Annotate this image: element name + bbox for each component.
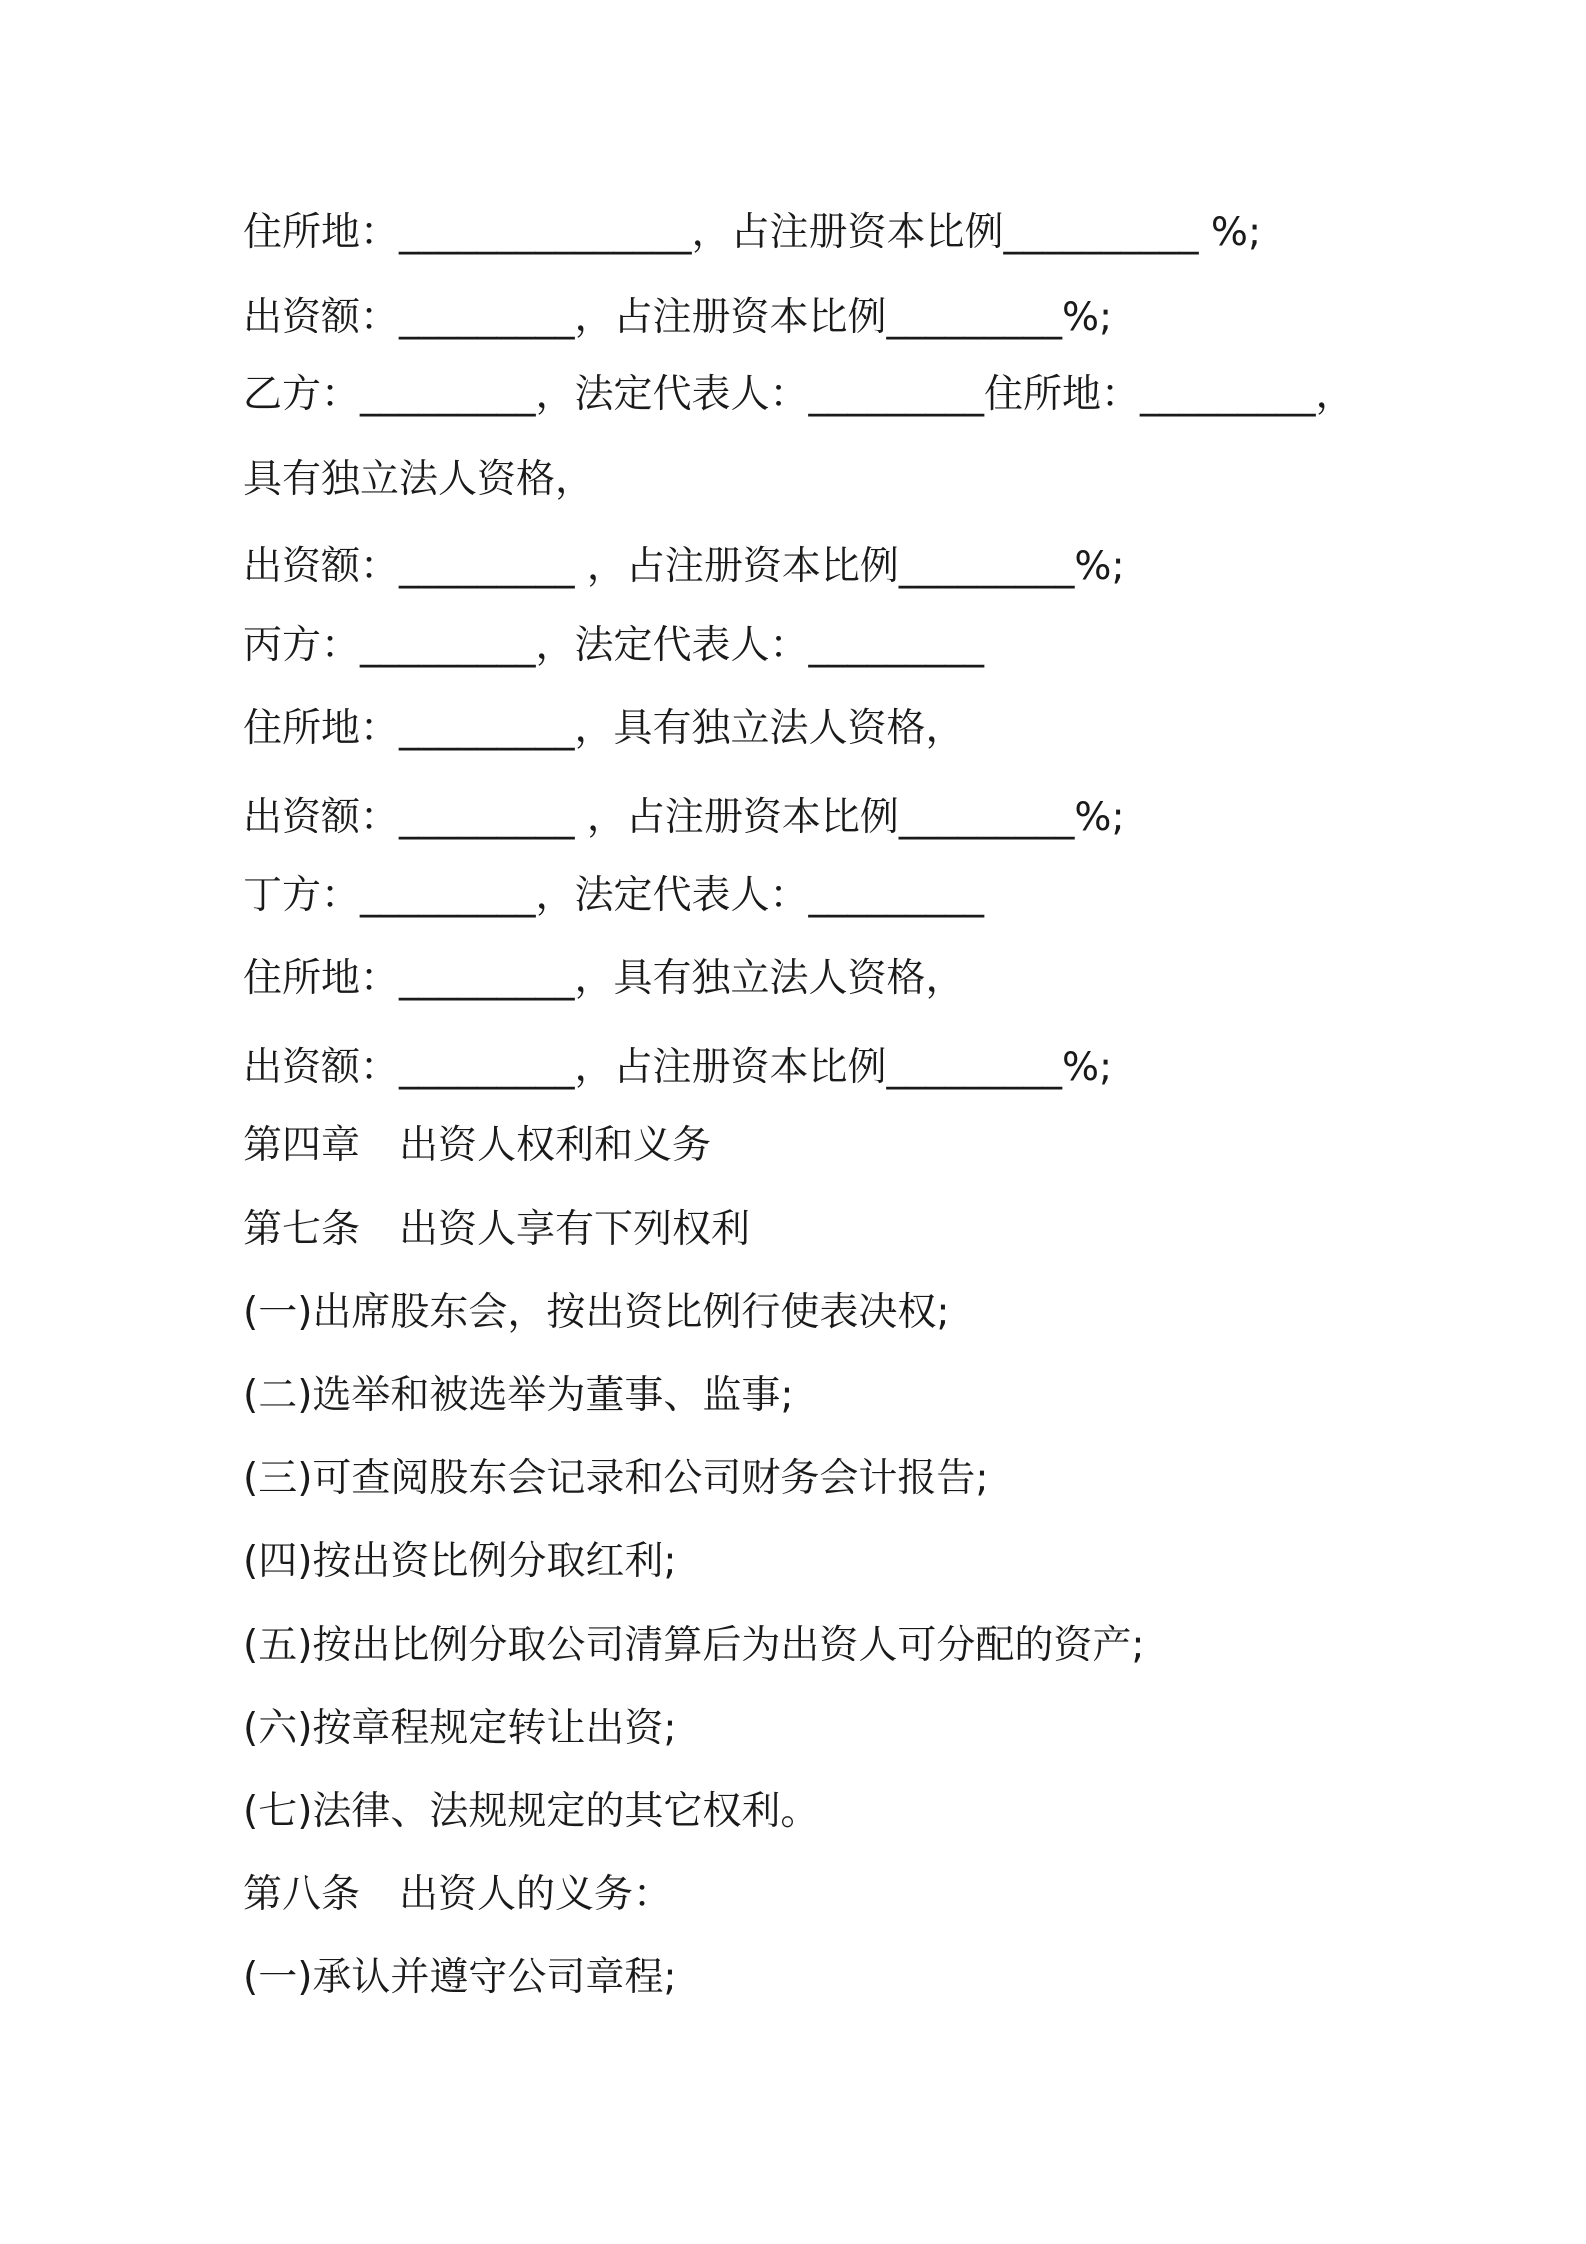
- party-b-line: 乙方：_________，法定代表人：_________住所地：_________，: [243, 372, 1355, 417]
- right-item-6: (六)按章程规定转让出资;: [243, 1706, 677, 1751]
- party-c-capital-line: 出资额：_________ ，占注册资本比例_________%;: [243, 795, 1125, 840]
- right-item-3: (三)可查阅股东会记录和公司财务会计报告;: [243, 1456, 989, 1501]
- party-d-capital-line: 出资额：_________，占注册资本比例_________%;: [243, 1045, 1113, 1090]
- right-item-4: (四)按出资比例分取红利;: [243, 1539, 677, 1584]
- party-d-address-line: 住所地：_________，具有独立法人资格，: [243, 956, 965, 1001]
- chapter-four-heading: 第四章 出资人权利和义务: [243, 1123, 712, 1168]
- right-item-2: (二)选举和被选举为董事、监事;: [243, 1373, 794, 1418]
- right-item-5: (五)按出比例分取公司清算后为出资人可分配的资产;: [243, 1623, 1145, 1668]
- article-seven-heading: 第七条 出资人享有下列权利: [243, 1207, 751, 1252]
- party-c-address-line: 住所地：_________，具有独立法人资格，: [243, 706, 965, 751]
- obligation-item-1: (一)承认并遵守公司章程;: [243, 1955, 677, 2000]
- right-item-7: (七)法律、法规规定的其它权利。: [243, 1789, 820, 1834]
- party-d-line: 丁方：_________，法定代表人：_________: [243, 873, 985, 918]
- shareholder-a-capital-line: 出资额：_________，占注册资本比例_________%;: [243, 295, 1113, 340]
- article-eight-heading: 第八条 出资人的义务：: [243, 1872, 673, 1917]
- shareholder-a-address-line: 住所地：_______________，占注册资本比例__________ %;: [243, 210, 1262, 255]
- right-item-1: (一)出席股东会，按出资比例行使表决权;: [243, 1290, 950, 1335]
- party-c-line: 丙方：_________，法定代表人：_________: [243, 623, 985, 668]
- party-b-capital-line: 出资额：_________ ，占注册资本比例_________%;: [243, 544, 1125, 589]
- party-b-legal-status-line: 具有独立法人资格，: [243, 457, 595, 502]
